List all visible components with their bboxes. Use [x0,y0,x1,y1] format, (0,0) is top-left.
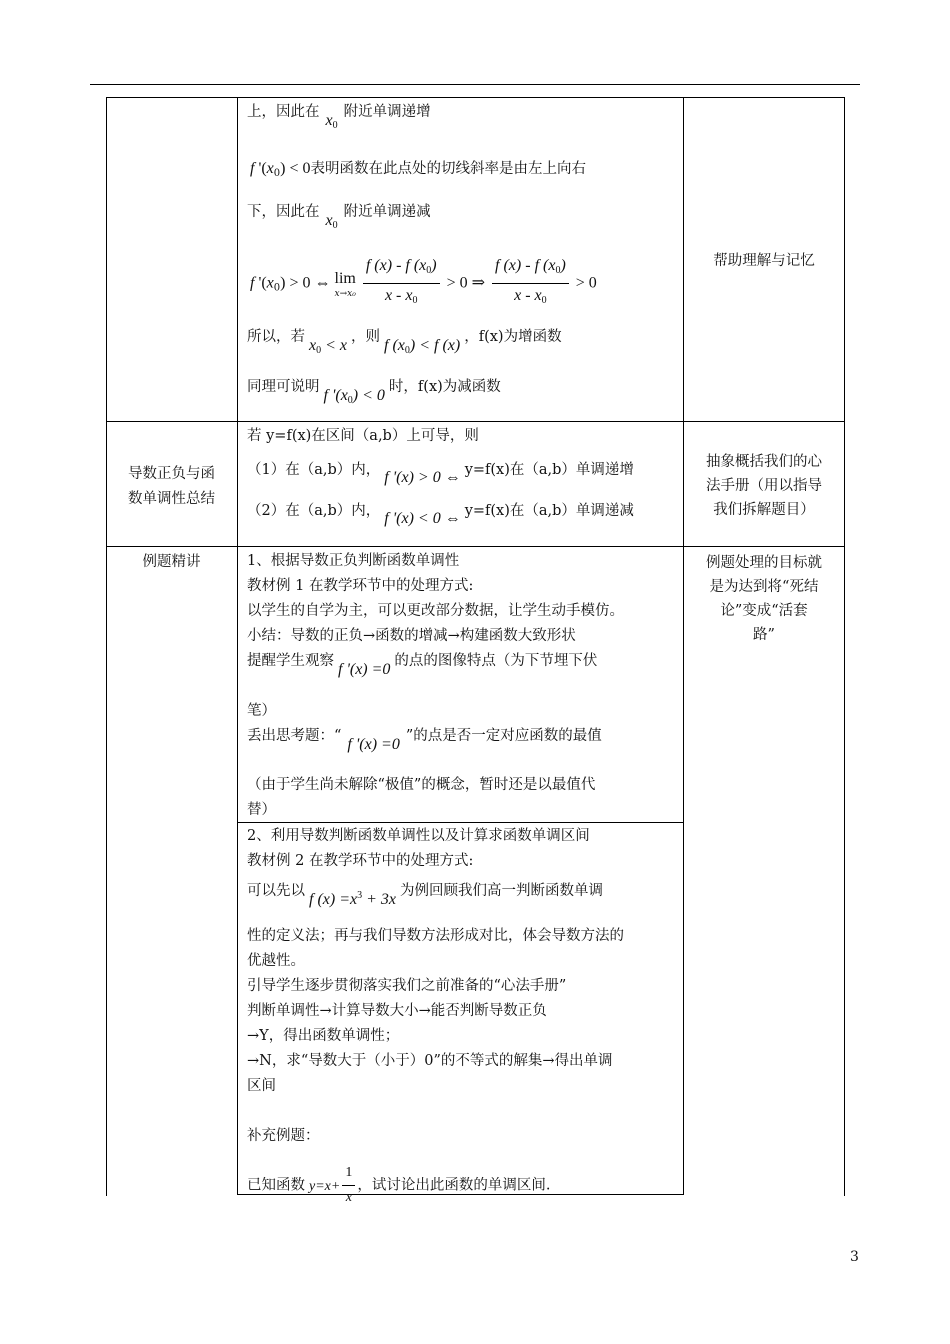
row-divider-1 [106,421,845,422]
subrow-divider [237,822,684,823]
text: 是为达到将“死结 [709,579,819,595]
row3-b12: 已知函数 y=x+ $\frac{1}{x}$ ，试讨论出此函数的单调区间. [247,1165,551,1205]
row2-line2: （1）在（a,b）内， f '(x) > 0 ⇔ y=f(x)在（a,b）单调递增 [247,462,634,486]
right-border [844,421,845,1196]
text: 路” [753,627,775,643]
text: ，则 [351,329,381,345]
text: 论”变成“活套 [720,603,808,619]
row3-a1: 1、根据导数正负判断函数单调性 [247,553,460,569]
text: 为例回顾我们高一判断函数单调 [400,883,604,899]
row2-line3: （2）在（a,b）内， f '(x) < 0 ⇔ y=f(x)在（a,b）单调递减 [247,503,634,527]
row3-b4: 性的定义法；再与我们导数方法形成对比，体会导数方法的 [247,928,624,944]
text: 时，f(x)为减函数 [388,379,501,395]
row3-a8: （由于学生尚未解除“极值”的概念，暂时还是以最值代 [247,777,596,793]
text: 我们拆解题目） [713,502,815,518]
text: 数单调性总结 [128,491,215,507]
text: 例题处理的目标就 [706,555,822,571]
row3-note [684,551,844,647]
row1-line5: 所以，若 $x_0 < x$ ，则 f $(x_0) < f$ (x) ，f(x)为增函数 [247,329,562,356]
row3-b9: →N，求“导数大于（小于）0”的不等式的解集→得出单调 [247,1053,613,1069]
row1-line6: 同理可说明 f '$(x_0) < 0$ 时，f(x)为减函数 [247,379,501,406]
row3-heading: 例题精讲 [142,554,201,570]
row1-line1: 上，因此在 $x_0$附近单调递增 [247,104,431,131]
page-number: 3 [850,1249,859,1265]
row3-b2: 教材例 2 在教学环节中的处理方式: [247,853,474,869]
row2-line1: 若 y=f(x)在区间（a,b）上可导，则 [247,428,479,444]
text: 可以先以 [247,883,305,899]
text: 法手册（用以指导 [706,478,822,494]
text: ，试讨论出此函数的单调区间. [357,1177,551,1194]
row1-line3: 下，因此在 $x_0$附近单调递减 [247,204,431,231]
row-divider-2 [106,546,845,547]
row3-b5: 优越性。 [247,953,305,969]
text: 提醒学生观察 [247,653,334,669]
text: 所以，若 [247,329,305,345]
left-border [106,421,107,1196]
text: （1）在（a,b）内， [247,462,381,478]
header-rule [90,84,860,85]
text: y=f(x)在（a,b）单调递减 [464,503,634,519]
row3-b8: →Y，得出函数单调性； [247,1028,400,1044]
row1-derivative-limit: f '$(x_0) > 0$ ⇔ lim x→x₀ $\frac{f (x) - f (x_0)}{x - x_0}$ > 0 ⇒ $\frac{f (x) - f (x_0)}{x - x_0}$ > 0 [250,257,597,306]
row3-b7: 判断单调性→计算导数大小→能否判断导数正负 [247,1003,547,1019]
text: 附近单调递减 [343,204,431,220]
text: 抽象概括我们的心 [706,454,822,470]
row3-a5: 提醒学生观察 f '(x) =0 的点的图像特点（为下节埋下伏 [247,653,598,678]
row3-b11: 补充例题： [247,1128,320,1144]
row3-a2: 教材例 1 在教学环节中的处理方式: [247,578,474,594]
text: 同理可说明 [247,379,320,395]
row3-b6: 引导学生逐步贯彻落实我们之前准备的“心法手册” [247,978,567,994]
text: 的点的图像特点（为下节埋下伏 [394,653,598,669]
text: （2）在（a,b）内， [247,503,381,519]
text: 丢出思考题：“ [247,728,342,744]
text: 下，因此在 [247,204,320,220]
row3-a3: 以学生的自学为主，可以更改部分数据，让学生动手模仿。 [247,603,624,619]
row3-b10: 区间 [247,1078,276,1094]
row3-a9: 替） [247,802,276,818]
row3-a4: 小结：导数的正负→函数的增减→构建函数大致形状 [247,628,576,644]
row3-a6: 笔） [247,703,276,719]
text: ”的点是否一定对应函数的最值 [405,728,602,744]
row1-note: 帮助理解与记忆 [713,253,815,269]
text: 上，因此在 [247,104,320,120]
text: 已知函数 [247,1177,305,1194]
row2-heading [106,462,237,512]
text: 表明函数在此点处的切线斜率是由左上向右 [310,161,587,177]
text: y=f(x)在（a,b）单调递增 [464,462,634,478]
row1-line2: f '$(x_0) < 0$表明函数在此点处的切线斜率是由左上向右 [250,160,587,179]
col-divider-1 [237,97,238,1195]
text: 导数正负与函 [128,466,215,482]
row3-b1: 2、利用导数判断函数单调性以及计算求函数单调区间 [247,828,590,844]
row2-note [684,450,844,522]
row3-a7: 丢出思考题：“ f '(x) =0 ”的点是否一定对应函数的最值 [247,728,602,753]
row3-b3: 可以先以 f $(x) =x^3 + 3x$ 为例回顾我们高一判断函数单调 [247,883,604,908]
text: 附近单调递增 [343,104,431,120]
text: ，f(x)为增函数 [464,329,562,345]
